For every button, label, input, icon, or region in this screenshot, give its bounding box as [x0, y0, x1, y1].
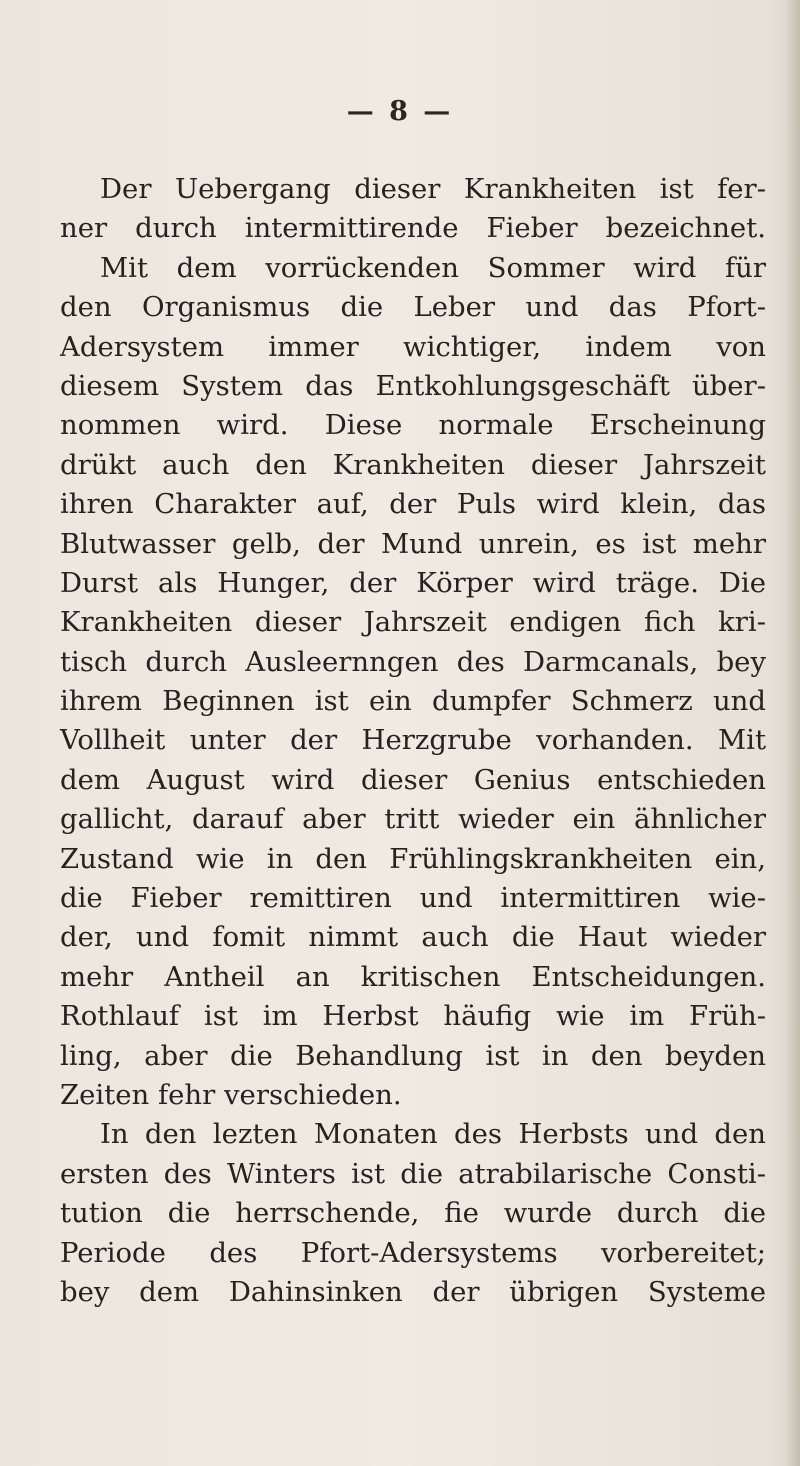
- text-line: diesem System das Entkohlungsgeschäft über-: [60, 369, 766, 402]
- page-number: — 8 —: [346, 96, 454, 127]
- text-line: Krankheiten dieser Jahrszeit endigen fich kri-: [60, 606, 766, 639]
- text-line: Vollheit unter der Herzgrube vorhanden. Mit: [60, 724, 766, 757]
- text-line: In den lezten Monaten des Herbsts und den: [100, 1118, 766, 1151]
- text-line: ihrem Beginnen ist ein dumpfer Schmerz und: [60, 685, 766, 718]
- text-line: Durst als Hunger, der Körper wird träge. Die: [60, 566, 766, 599]
- text-line: ling, aber die Behandlung ist in den beyden: [60, 1039, 766, 1072]
- text-line: Zeiten fehr verschieden.: [60, 1078, 402, 1111]
- body-text: [60, 170, 766, 1312]
- text-line: der, und fomit nimmt auch die Haut wieder: [60, 921, 766, 954]
- text-line: tution die herrschende, fie wurde durch die: [60, 1197, 766, 1230]
- text-line: dem August wird dieser Genius entschieden: [60, 763, 766, 796]
- text-line: bey dem Dahinsinken der übrigen Systeme: [60, 1275, 766, 1308]
- text-line: Rothlauf ist im Herbst häufig wie im Früh-: [60, 1000, 766, 1033]
- text-line: Zustand wie in den Frühlingskrankheiten ein,: [60, 842, 766, 875]
- text-line: tisch durch Ausleernngen des Darmcanals, bey: [60, 645, 766, 678]
- text-line: drükt auch den Krankheiten dieser Jahrszeit: [60, 448, 766, 481]
- text-line: Periode des Pfort-Adersystems vorbereitet;: [60, 1236, 766, 1269]
- text-line: ner durch intermittirende Fieber bezeichnet.: [60, 212, 766, 245]
- text-line: mehr Antheil an kritischen Entscheidungen.: [60, 960, 766, 993]
- text-line: Mit dem vorrückenden Sommer wird für: [100, 251, 766, 284]
- text-line: Blutwasser gelb, der Mund unrein, es ist mehr: [60, 527, 766, 560]
- text-line: gallicht, darauf aber tritt wieder ein ähnlicher: [60, 803, 766, 836]
- text-line: Der Uebergang dieser Krankheiten ist fer-: [100, 173, 766, 205]
- text-line: ersten des Winters ist die atrabilarische Consti-: [60, 1157, 766, 1190]
- text-line: nommen wird. Diese normale Erscheinung: [60, 409, 766, 442]
- text-line: Adersystem immer wichtiger, indem von: [60, 330, 766, 363]
- page-edge-shadow: [786, 0, 800, 1466]
- text-line: die Fieber remittiren und intermittiren wie-: [60, 882, 766, 915]
- text-line: den Organismus die Leber und das Pfort-: [60, 291, 766, 324]
- text-line: ihren Charakter auf, der Puls wird klein, das: [60, 488, 766, 521]
